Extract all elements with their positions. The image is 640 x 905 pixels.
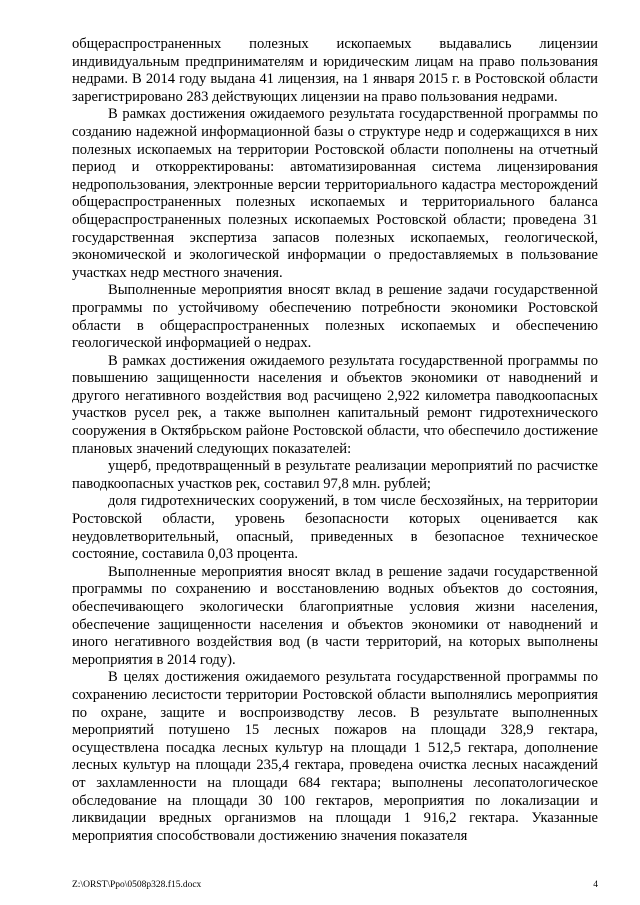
footer-file-path: Z:\ORST\Ppo\0508p328.f15.docx [72,880,202,890]
footer-page-number: 4 [593,880,598,890]
paragraph-hydraulic-structures: доля гидротехнических сооружений, в том числе бесхозяйных, на территории Ростовской области, уровень безопасности которых оценивается как неудовлетворительный, опасный, приведенных в безопасное техническое состояние, составила 0,03 процента. [72,493,598,563]
document-body [72,36,598,845]
paragraph-water-contribution: Выполненные мероприятия вносят вклад в решение задачи государственной программы по сохранению и восстановлению водных объектов до состояния, обеспечивающего экологически благоприятные условия жизни населения, обеспечение защищенности населения и объектов экономики от наводнений и иного негативного воздействия вод (в части территорий, на которых выполнены мероприятия в 2014 году). [72,563,598,668]
paragraph-flood-protection: В рамках достижения ожидаемого результата государственной программы по повышению защищенности населения и объектов экономики от наводнений и другого негативного воздействия вод расчищено 2,922 километра паводкоопасных участков русел рек, а также выполнен капитальный ремонт гидротехнического сооружения в Октябрьском районе Ростовской области, что обеспечило достижение плановых значений следующих показателей: [72,352,598,457]
paragraph-information-base: В рамках достижения ожидаемого результата государственной программы по созданию надежной информационной базы о структуре недр и содержащихся в них полезных ископаемых на территории Ростовской области пополнены на отчетный период и откорректированы: автоматизированная система лицензирования недропользования, электронные версии территориального кадастра месторождений общераспространенных полезных ископаемых и территориального баланса общераспространенных полезных ископаемых Ростовской области; проведена 31 государственная экспертиза запасов полезных ископаемых, геологической, экономической и экологической информации о предоставляемых в пользование участках недр местного значения. [72,106,598,281]
paragraph-licenses-continuation: общераспространенных полезных ископаемых выдавались лицензии индивидуальным предпринимателям и юридическим лицам на право пользования недрами. В 2014 году выдана 41 лицензия, на 1 января 2015 г. в Ростовской области зарегистрировано 283 действующих лицензии на право пользования недрами. [72,36,598,105]
page-footer [72,879,598,891]
paragraph-mineral-contribution: Выполненные мероприятия вносят вклад в решение задачи государственной программы по устойчивому обеспечению потребности экономики Ростовской области в общераспространенных полезных ископаемых и обеспечению геологической информацией о недрах. [72,282,598,352]
paragraph-forest-protection: В целях достижения ожидаемого результата государственной программы по сохранению лесистости территории Ростовской области выполнялись мероприятия по охране, защите и воспроизводству лесов. В результате выполненных мероприятий потушено 15 лесных пожаров на площади 328,9 гектара, осуществлена посадка лесных культур на площади 1 512,5 гектара, дополнение лесных культур на площади 235,4 гектара, проведена очистка лесных насаждений от захламленности на площади 684 гектара; выполнены лесопатологическое обследование на площади 30 100 гектаров, мероприятия по локализации и ликвидации вредных организмов на площади 1 916,2 гектара. Указанные мероприятия способствовали достижению значения показателя [72,669,598,844]
paragraph-prevented-damage: ущерб, предотвращенный в результате реализации мероприятий по расчистке паводкоопасных участков рек, составил 97,8 млн. рублей; [72,458,598,492]
